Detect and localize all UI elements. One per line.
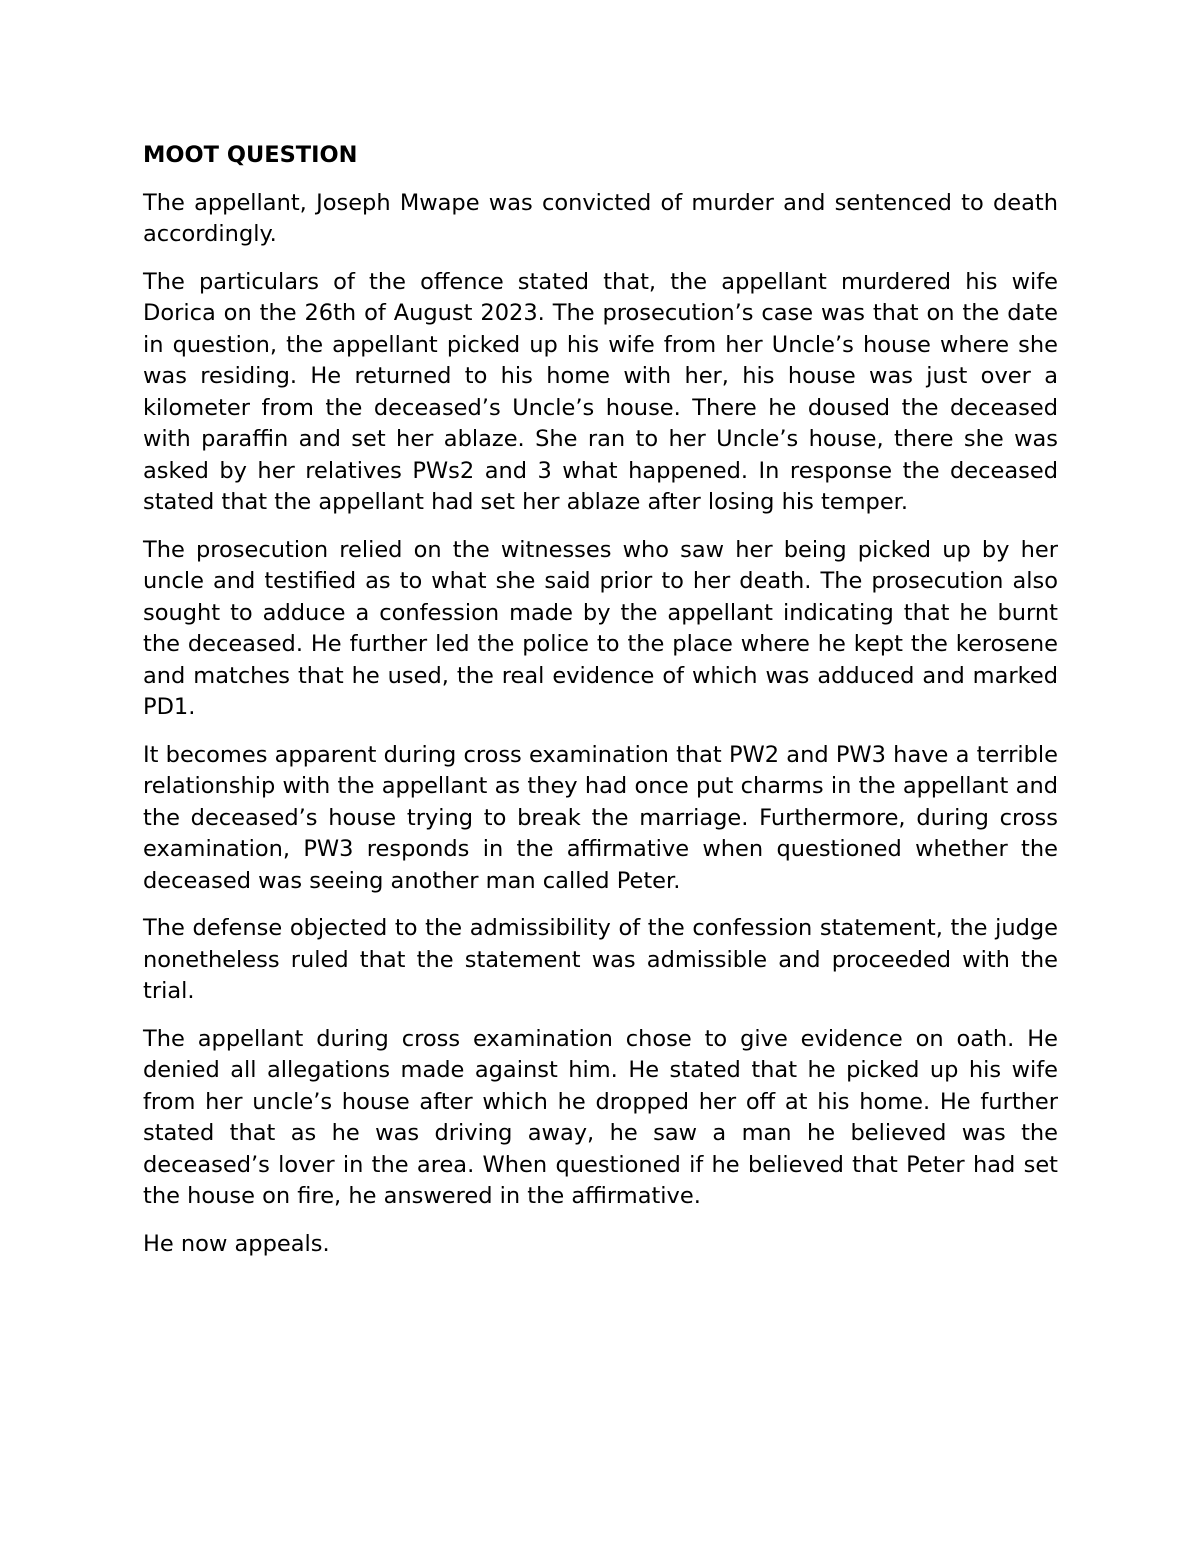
paragraph-conviction: The appellant, Joseph Mwape was convicted of murder and sentenced to death accordingly. [143,189,1058,247]
paragraph-prosecution-evidence: The prosecution relied on the witnesses who saw her being picked up by her uncle and testified as to what she said prior to her death. The prosecution also sought to adduce a confession made by the appellant indicating that he burnt the deceased. He further led the police to the place where he kept the kerosene and matches that he used, the real evidence of which was adduced and marked PD1. [143,536,1058,720]
paragraph-defense-objection: The defense objected to the admissibility of the confession statement, the judge nonetheless ruled that the statement was admissible and proceeded with the trial. [143,915,1058,1004]
paragraph-appellant-evidence: The appellant during cross examination chose to give evidence on oath. He denied all allegations made against him. He stated that he picked up his wife from her uncle’s house after which he dropped her off at his home. He further stated that as he was driving away, he saw a man he believed was the deceased’s lover in the area. When questioned if he believed that Peter had set the house on fire, he answered in the affirmative. [143,1025,1058,1209]
document-title: MOOT QUESTION [143,142,358,168]
paragraph-particulars: The particulars of the offence stated that, the appellant murdered his wife Dorica on the 26th of August 2023. The prosecution’s case was that on the date in question, the appellant picked up his wife from her Uncle’s house where she was residing. He returned to his home with her, his house was just over a kilometer from the deceased’s Uncle’s house. There he doused the deceased with paraffin and set her ablaze. She ran to her Uncle’s house, there she was asked by her relatives PWs2 and 3 what happened. In response the deceased stated that the appellant had set her ablaze after losing his temper. [143,268,1058,515]
document-page [143,140,1058,1276]
paragraph-appeal: He now appeals. [143,1230,330,1257]
paragraph-cross-examination: It becomes apparent during cross examination that PW2 and PW3 have a terrible relationship with the appellant as they had once put charms in the appellant and the deceased’s house trying to break the marriage. Furthermore, during cross examination, PW3 responds in the affirmative when questioned whether the deceased was seeing another man called Peter. [143,741,1058,894]
